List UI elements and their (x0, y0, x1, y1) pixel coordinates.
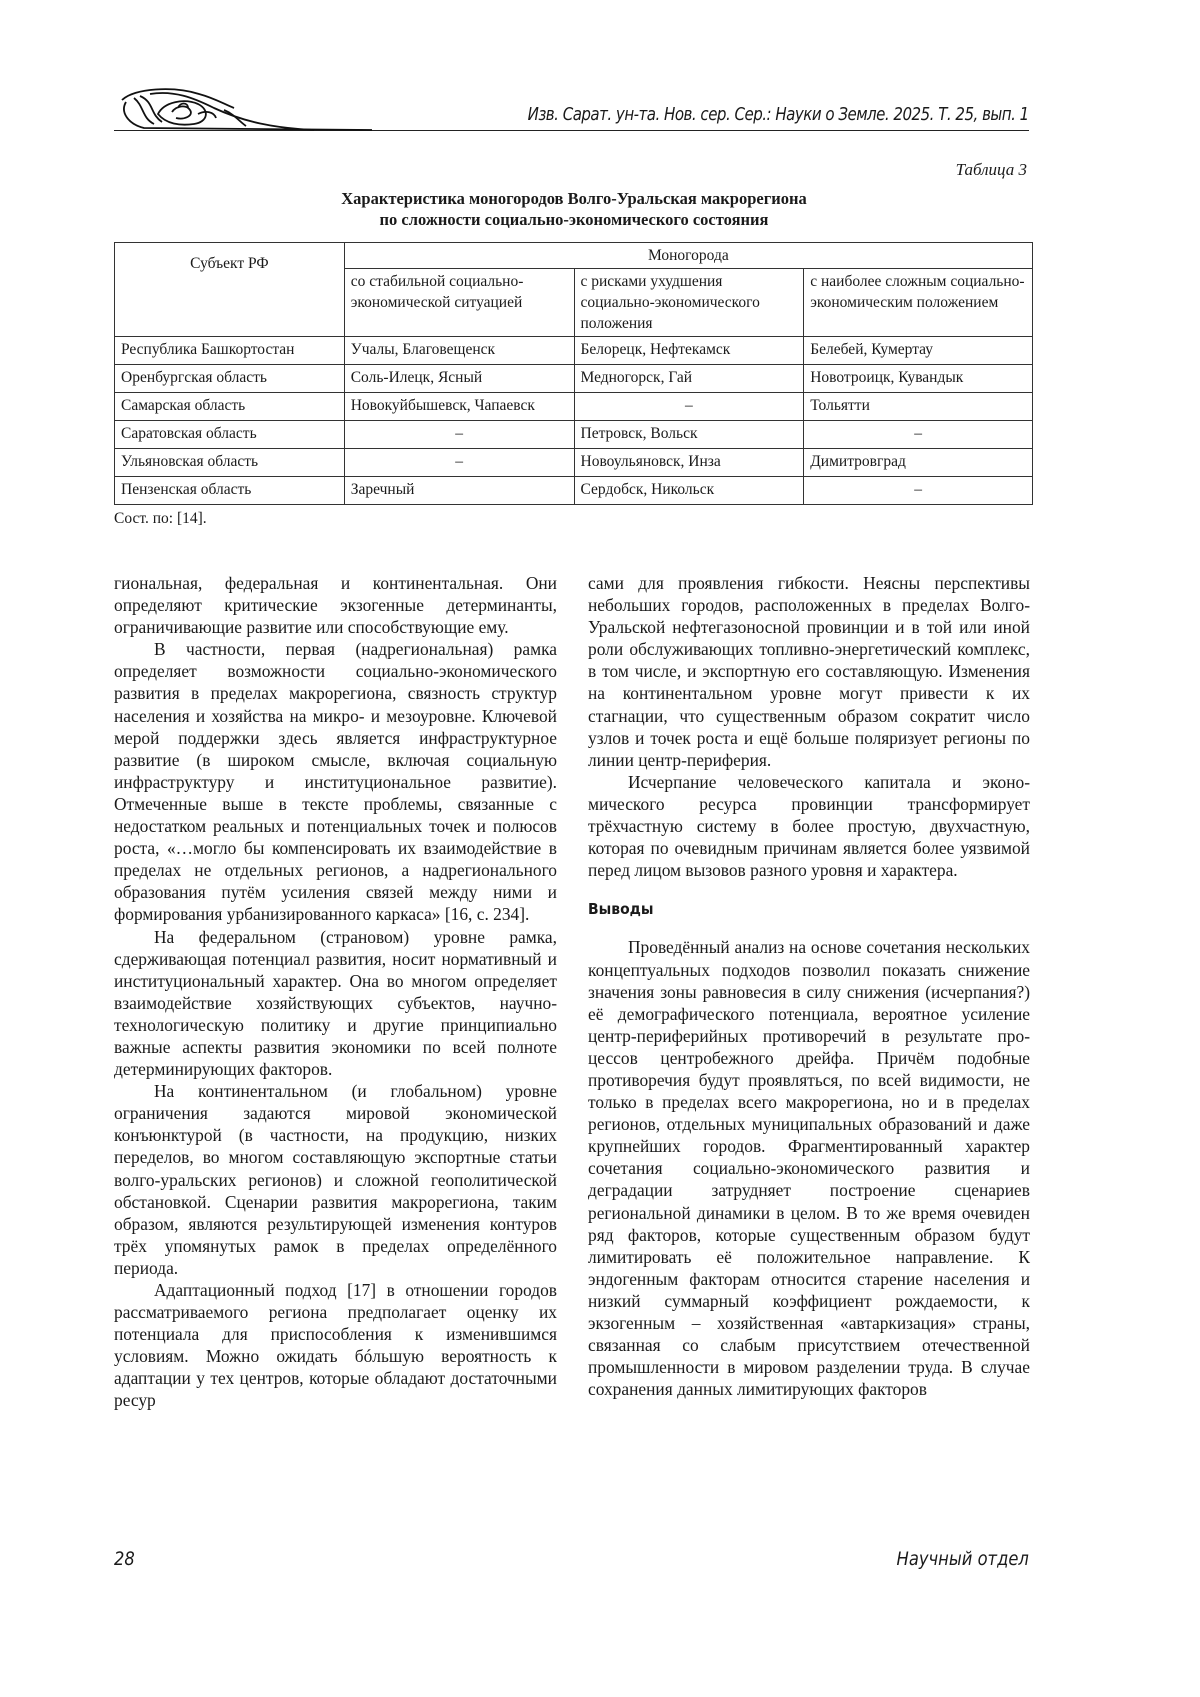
table-title-line: Характеристика моногородов Волго-Уральская макрорегиона (341, 189, 807, 208)
cell-risk: Медногорск, Гай (574, 365, 804, 393)
header-complex: с наиболее сложным социально-экономическим положением (804, 269, 1033, 337)
table-title (114, 188, 1034, 230)
cell-stable: Соль-Илецк, Ясный (344, 365, 574, 393)
table-row (115, 337, 1033, 365)
monotowns-table (114, 242, 1033, 505)
table-title-line: по сложности социально-экономического состояния (379, 210, 769, 229)
cell-risk: Сердобск, Никольск (574, 477, 804, 505)
table-header-row (115, 243, 1033, 269)
running-header (114, 80, 1029, 131)
paragraph: На континентальном (и глобальном) уровне ограничения задаются мировой экономической конъюнктурой (в частности, на продукцию, низких переделов, во многом составляющую экспортные статьи волго-уральских регионов) и сложной геополитической обстановкой. Сценарии развития макрорегиона, таким образом, являются результирующей изменения контуров трёх упомянутых рамок в пределах определённого периода. (114, 1081, 557, 1278)
paragraph: Адаптационный подход [17] в отношении городов рассматриваемого региона предполагает оценку их потенциала для приспособления к изменившимся условиям. Можно ожидать бóльшую вероятность к адаптации у тех центров, которые обладают достаточными ресур (114, 1280, 557, 1411)
table-row (115, 365, 1033, 393)
table-row (115, 393, 1033, 421)
paragraph: На федеральном (страновом) уровне рамка, сдерживающая потенциал развития, носит нормативный и институциональный характер. Она во многом определяет взаимодействие хозяйствующих субъектов, научно-технологическую политику и другие принципиально важные аспекты развития экономики по всей полноте детерминирующих факторов. (114, 926, 557, 1080)
cell-subject: Ульяновская область (115, 449, 345, 477)
text-column-right (588, 572, 1030, 1400)
page-footer (114, 1548, 1029, 1578)
cell-complex: Димитровград (804, 449, 1033, 477)
cell-subject: Пензенская область (115, 477, 345, 505)
cell-stable: Заречный (344, 477, 574, 505)
cell-complex: Новотроицк, Кувандык (804, 365, 1033, 393)
cell-complex: – (804, 477, 1033, 505)
table-label: Таблица 3 (955, 160, 1027, 179)
cell-stable: – (344, 449, 574, 477)
cell-risk: Новоульяновск, Инза (574, 449, 804, 477)
cell-subject: Самарская область (115, 393, 345, 421)
header-stable: со стабильной социально-экономической ситуацией (344, 269, 574, 337)
cell-risk: Петровск, Вольск (574, 421, 804, 449)
paragraph: Проведённый анализ на основе сочетания нескольких концептуальных подходов позволил показать снижение значения зоны равновесия в силу снижения (исчерпания?) её демографического потенциала, вероятное усиление центр-периферийных противоречий в результате процессов центробежного дрейфа. Причём подобные противоречия будут проявляться, по всей видимости, не только в пределах всего макрорегиона, но и в пределах регионов, отдельных муниципальных образований и даже крупнейших городов. Фрагментированный характер сочетания социально-экономического развития и деградации затрудняет построение сценариев региональной динамики в целом. В то же время очевиден ряд факторов, которые существенным образом будут лимитировать её положительное направление. К эндогенным факторам относится старение населения и низкий суммарный коэффициент рождаемости, к экзогенным – хозяйственная «автаркизация» страны, связанная со слабым присутствием отечественной промышленности в мировом разделении труда. В случае сохранения данных лимитирующих факторов (588, 937, 1030, 1400)
table-row (115, 449, 1033, 477)
cell-stable: Учалы, Благовещенск (344, 337, 574, 365)
section-heading: Выводы (588, 900, 654, 919)
cell-complex: Тольятти (804, 393, 1033, 421)
art-nouveau-ornament-icon (114, 84, 374, 132)
text-column-left (114, 572, 557, 1412)
table-row (115, 421, 1033, 449)
table-source-note: Сост. по: [14]. (114, 510, 207, 527)
header-monotowns: Моногорода (344, 243, 1032, 269)
section-name: Научный отдел (896, 1548, 1029, 1570)
cell-complex: – (804, 421, 1033, 449)
paragraph: сами для проявления гибкости. Неясны перспективы небольших городов, расположенных в пределах Волго-Уральской нефтегазоносной провинции и в той или иной роли обслуживающих топливно-энергетический комплекс, в том числе, и экспортную его составляющую. Изменения на континентальном уровне могут привести к их стагнации, что существенным образом сократит число узлов и точек роста и ещё больше поляризует регионы по линии центр-периферия. (588, 573, 1030, 770)
cell-risk: Белорецк, Нефтекамск (574, 337, 804, 365)
cell-stable: – (344, 421, 574, 449)
page-number: 28 (114, 1548, 135, 1570)
header-subject: Субъект РФ (115, 243, 345, 337)
cell-subject: Оренбургская область (115, 365, 345, 393)
paragraph: Исчерпание человеческого капитала и экономического ресурса провинции трансформирует трёхчастную систему в более простую, двухчастную, которая по очевидным причинам является более уязвимой перед лицом вызовов разного уровня и характера. (588, 771, 1030, 881)
cell-stable: Новокуйбышевск, Чапаевск (344, 393, 574, 421)
cell-complex: Белебей, Кумертау (804, 337, 1033, 365)
cell-risk: – (574, 393, 804, 421)
journal-reference: Изв. Сарат. ун-та. Нов. сер. Сер.: Науки о Земле. 2025. Т. 25, вып. 1 (527, 105, 1029, 125)
header-risk: с рисками ухудшения социально-экономического положения (574, 269, 804, 337)
cell-subject: Саратовская область (115, 421, 345, 449)
paragraph: В частности, первая (надрегиональная) рамка определяет возможности социально-экономического развития в пределах макрорегиона, связность структур населения и хозяйства на микро- и мезоуровне. Ключевой мерой поддержки здесь является инфраструктурное развитие (в широком смысле, включая социальную инфраструктуру и институциональное развитие). Отмеченные выше в тексте проблемы, связанные с недостатком реальных и потенциальных точек и полюсов роста, «…могло бы компенсировать их взаимодействие в пределах не отдельных регионов, а надрегионального образования путём усиления связей между ними и формирования урбанизированного каркаса» [16, с. 234]. (114, 639, 557, 925)
paragraph: гиональная, федеральная и континентальная. Они определяют критические экзогенные детерминанты, ограничивающие развитие или способствующие ему. (114, 573, 557, 638)
cell-subject: Республика Башкортостан (115, 337, 345, 365)
table-row (115, 477, 1033, 505)
